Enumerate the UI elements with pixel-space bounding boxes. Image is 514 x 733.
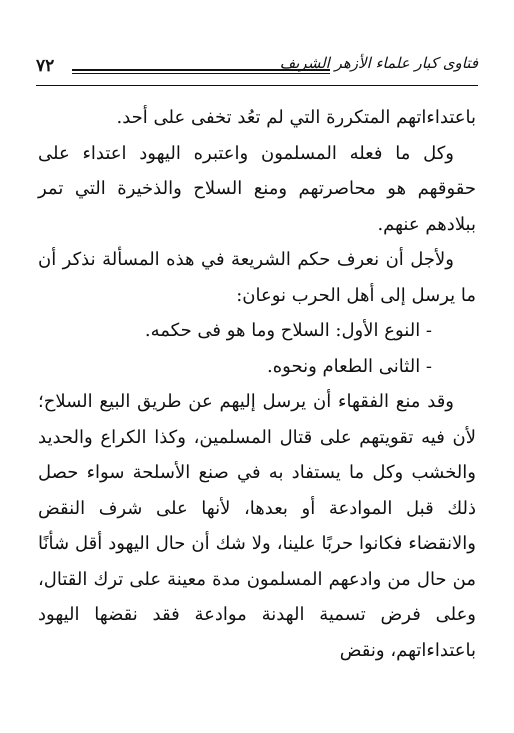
paragraph: وكل ما فعله المسلمون واعتبره اليهود اعتداء على حقوقهم هو محاصرتهم ومنع السلاح والذخيرة التي تمر ببلادهم عنهم. [38,142,476,235]
paragraph: ولأجل أن نعرف حكم الشريعة في هذه المسألة نذكر أن ما يرسل إلى أهل الحرب نوعان: [38,249,476,306]
running-title: فتاوى كبار علماء الأزهر الشريف [279,54,478,72]
paragraph: باعتداءاتهم المتكررة التي لم تعُد تخفى على أحد. [116,107,476,128]
page-header [36,52,478,86]
page-number: ٧٢ [36,56,55,76]
header-bottom-rule [36,85,478,86]
body-text [38,100,476,668]
list-item: - النوع الأول: السلاح وما هو فى حكمه. [144,320,432,341]
header-rule [72,69,330,74]
paragraph: وقد منع الفقهاء أن يرسل إليهم عن طريق البيع السلاح؛ لأن فيه تقويتهم على قتال المسلمين، وكذا الكراع والحديد والخشب وكل ما يستفاد به في صنع الأسلحة سواء حصل ذلك قبل الموادعة أو بعدها، لأنها على شرف النقض والانقضاء فكانوا حربًا علينا، ولا شك أن حال اليهود أقل شأنًا من حال من وادعهم المسلمون مدة معينة على ترك القتال، وعلى فرض تسمية الهدنة موادعة فقد نقضها اليهود باعتداءاتهم، ونقض [38,391,476,661]
list-item: - الثانى الطعام ونحوه. [267,355,432,377]
